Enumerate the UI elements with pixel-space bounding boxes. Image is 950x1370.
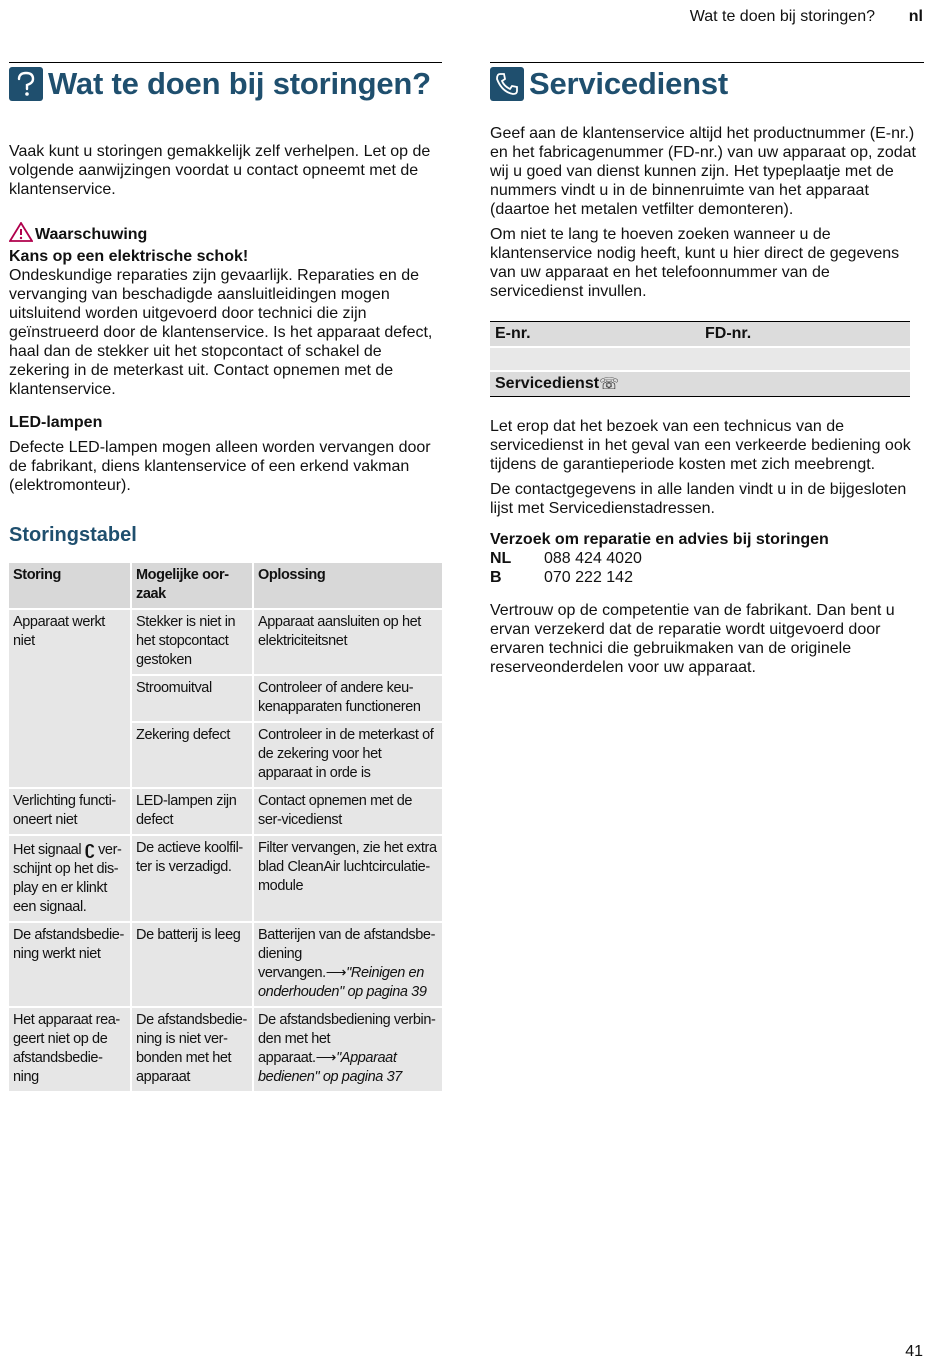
cell-storing: Het apparaat rea-geert niet op de afstandsbedie-ning	[9, 1007, 131, 1091]
warning-heading	[9, 222, 442, 247]
left-column	[9, 62, 442, 1091]
running-header-title: Wat te doen bij storingen?	[689, 8, 875, 25]
arrow-right-icon: ⟶	[315, 1050, 337, 1066]
warning-subtitle: Kans op een elektrische schok!	[9, 248, 249, 265]
table-header-row	[9, 563, 442, 609]
table-row	[9, 609, 442, 675]
table-row	[9, 835, 442, 922]
phone-icon	[490, 67, 524, 101]
service-paragraph-4: De contactgegevens in alle landen vindt u in de bijgesloten lijst met Servicedienstadressen.	[490, 481, 907, 517]
phone-row-nl	[490, 549, 924, 568]
phone-number: 088 424 4020	[544, 550, 642, 567]
form-row-numbers	[490, 321, 910, 346]
service-form	[490, 321, 910, 397]
cell-oplossing: Apparaat aansluiten op het elektriciteitsnet	[253, 609, 442, 675]
servicedienst-label: Servicedienst	[495, 375, 600, 392]
cell-oorzaak: De batterij is leeg	[131, 922, 253, 1007]
cell-storing-pre: Het signaal	[13, 842, 82, 858]
led-heading: LED-lampen	[9, 414, 103, 431]
cell-storing: De afstandsbedie-ning werkt niet	[9, 922, 131, 1007]
cell-oorzaak: De afstandsbedie-ning is niet ver-bonden met het apparaat	[131, 1007, 253, 1091]
service-heading: Servicedienst	[529, 66, 729, 101]
e-nr-field[interactable]: E-nr.	[495, 325, 531, 342]
phone-number: 070 222 142	[544, 569, 633, 586]
cell-storing-post: ver-schijnt op het dis-play en er klinkt een signaal.	[13, 842, 122, 915]
cell-oorzaak: Stroomuitval	[131, 675, 253, 722]
warning-triangle-icon	[9, 222, 35, 247]
phone-row-b	[490, 568, 924, 587]
cell-oplossing	[253, 1007, 442, 1091]
page-reference-link[interactable]: "Reinigen en onderhouden" op pagina 39	[258, 965, 427, 1000]
arrow-right-icon: ⟶	[325, 965, 347, 981]
filter-symbol-icon: ʗ	[84, 838, 95, 858]
service-paragraph-3: Let erop dat het bezoek van een technicus van de servicedienst in het geval van een verkeerde bediening ook tijdens de garantieperiode kosten met zich meebrengt.	[490, 418, 911, 473]
language-code: nl	[908, 8, 923, 25]
service-paragraph-5: Vertrouw op de competentie van de fabrikant. Dan bent u ervan verzekerd dat de reparatie wordt uitgevoerd door ervaren technici die gebruikmaken van de originele reserveonderdelen voor uw apparaat.	[490, 602, 895, 676]
repair-heading: Verzoek om reparatie en advies bij storingen	[490, 531, 829, 548]
country-code: B	[490, 569, 502, 586]
led-text: Defecte LED-lampen mogen alleen worden vervangen door de fabrikant, diens klantenservice of een erkend vakman (elektromonteur).	[9, 439, 431, 494]
service-paragraph-2: Om niet te lang te hoeven zoeken wanneer u de klantenservice nodig heeft, kunt u hier direct de gegevens van uw apparaat en het telefoonnummer van de servicedienst invullen.	[490, 226, 900, 300]
cell-oplossing	[253, 922, 442, 1007]
cell-oplossing: Contact opnemen met de ser-vicedienst	[253, 788, 442, 835]
cell-storing	[9, 835, 131, 922]
table-row	[9, 1007, 442, 1091]
table-row	[9, 788, 442, 835]
col-header-oorzaak: Mogelijke oor- zaak	[131, 563, 253, 609]
cell-oorzaak: De actieve koolfil-ter is verzadigd.	[131, 835, 253, 922]
servicedienst-field[interactable]	[490, 370, 910, 397]
page-reference-link[interactable]: "Apparaat bedienen" op pagina 37	[258, 1050, 402, 1085]
cell-oorzaak: LED-lampen zijn defect	[131, 788, 253, 835]
right-column	[490, 62, 924, 677]
col-header-storing: Storing	[9, 563, 131, 609]
cell-storing: Apparaat werkt niet	[9, 609, 131, 788]
cell-oplossing-text: Batterijen van de afstandsbe-diening vervangen.	[258, 927, 436, 981]
form-blank-row[interactable]	[490, 346, 910, 370]
fault-table	[9, 563, 442, 1091]
warning-text: Ondeskundige reparaties zijn gevaarlijk. Reparaties en de vervanging van beschadigde aansluitleidingen mogen uitsluitend worden uitgevoerd door technici die zijn geïnstrueerd door de klantenservice. Is het apparaat defect, haal dan de stekker uit het stopcontact of schakel de zekering in de meterkast uit. Contact opnemen met de klantenservice.	[9, 267, 433, 398]
cell-oplossing: Filter vervangen, zie het extra blad CleanAir luchtcirculatie-module	[253, 835, 442, 922]
cell-oorzaak: Stekker is niet in het stopcontact gestoken	[131, 609, 253, 675]
cell-oplossing: Controleer in de meterkast of de zekering voor het apparaat in orde is	[253, 722, 442, 788]
table-row	[9, 922, 442, 1007]
cell-oplossing: Controleer of andere keu-kenapparaten functioneren	[253, 675, 442, 722]
section-heading-servicedienst	[490, 62, 924, 102]
warning-title: Waarschuwing	[35, 225, 148, 243]
country-code: NL	[490, 550, 512, 567]
page-number: 41	[905, 1343, 923, 1360]
fd-nr-field[interactable]: FD-nr.	[705, 325, 752, 342]
table-heading: Storingstabel	[9, 524, 137, 546]
col-header-oplossing: Oplossing	[253, 563, 442, 609]
cell-storing: Verlichting functi-oneert niet	[9, 788, 131, 835]
page-heading: Wat te doen bij storingen?	[48, 66, 431, 101]
section-heading-storingen	[9, 62, 442, 102]
cell-oplossing-text: De afstandsbediening verbin-den met het apparaat.	[258, 1012, 436, 1066]
telephone-icon: ☏	[599, 376, 620, 393]
question-icon	[9, 67, 43, 101]
service-paragraph-1: Geef aan de klantenservice altijd het productnummer (E-nr.) en het fabricagenummer (FD-nr.) van uw apparaat op, zodat wij u goed van dienst kunnen zijn. Het typeplaatje met de nummers vindt u in de binnenruimte van het apparaat (daartoe het metalen vetfilter demonteren).	[490, 125, 916, 218]
intro-text: Vaak kunt u storingen gemakkelijk zelf verhelpen. Let op de volgende aanwijzingen voordat u contact opneemt met de klantenservice.	[9, 143, 431, 198]
cell-oorzaak: Zekering defect	[131, 722, 253, 788]
